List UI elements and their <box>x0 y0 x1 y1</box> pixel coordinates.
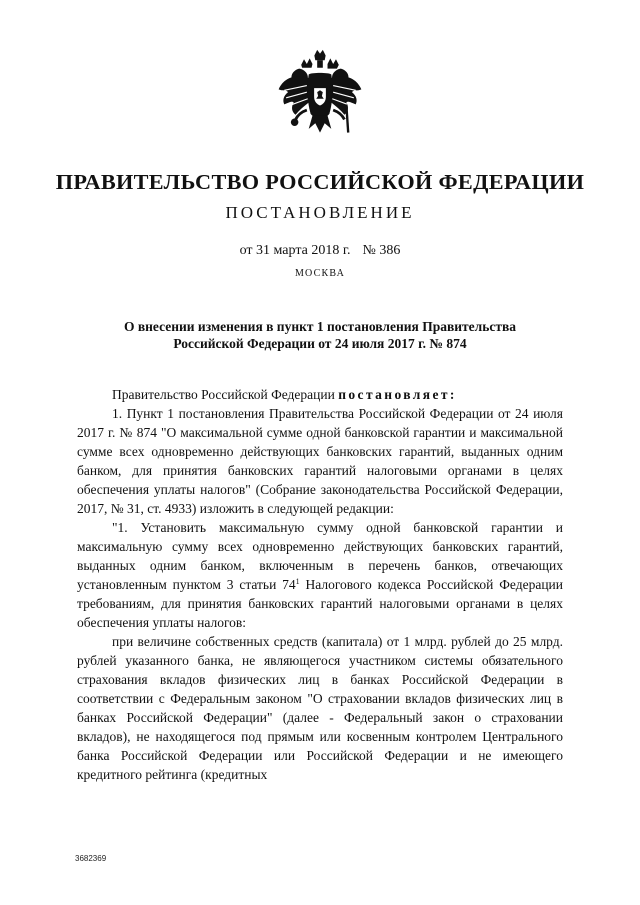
body-paragraph-4: при величине собственных средств (капитала) от 1 млрд. рублей до 25 млрд. рублей указанного банка, не являющегося участником системы обязательного страхования вкладов физических лиц в банках Российской Федерации в соответствии с Федеральным законом "О страховании вкладов физических лиц в банках Российской Федерации" (далее - Федеральный закон о страховании вкладов), не находящегося под прямым или косвенным контролем Центрального банка Российской Федерации или Российской Федерации и не имеющего кредитного рейтинга (кредитных <box>77 634 563 782</box>
body-paragraph-2: 1. Пункт 1 постановления Правительства Российской Федерации от 24 июля 2017 г. № 874 "О максимальной сумме одной банковской гарантии и максимальной сумме всех одновременно действующих банковских гарантий, выданных одним банком, для принятия банковских гарантий налоговыми органами в целях обеспечения уплаты налогов" (Собрание законодательства Российской Федерации, 2017, № 31, ст. 4933) изложить в следующей редакции: <box>77 406 563 516</box>
paragraph-3-text-b: Налогового кодекса Российской Федерации требованиям, для принятия банковских гарантий налоговыми органами в целях обеспечения уплаты налогов: <box>77 577 563 630</box>
subject-line-2: Российской Федерации от 24 июля 2017 г. № 874 <box>173 336 467 351</box>
document-number: № 386 <box>362 243 401 258</box>
decree-keyword: постановляет: <box>338 387 457 402</box>
date-line <box>0 242 640 259</box>
paragraph-3-text-a: "1. Установить максимальную сумму одной банковской гарантии и максимальную сумму всех одновременно действующих банковских гарантий, выданных одним банком, включенным в перечень банков, отвечающих установленным пунктом 3 статьи 74 <box>77 520 563 592</box>
city: МОСКВА <box>294 268 346 279</box>
decree-lead: Правительство Российской Федерации <box>112 387 339 402</box>
document-body <box>77 385 563 784</box>
article-superscript: 1 <box>295 577 300 586</box>
double-headed-eagle-icon <box>273 48 367 142</box>
document-date: от 31 марта 2018 г. <box>239 243 351 258</box>
document-type: ПОСТАНОВЛЕНИЕ <box>225 203 415 222</box>
subject-line-1: О внесении изменения в пункт 1 постановления Правительства <box>123 319 517 334</box>
document-code: 3682369 <box>75 854 107 863</box>
issuing-authority-title: ПРАВИТЕЛЬСТВО РОССИЙСКОЙ ФЕДЕРАЦИИ <box>55 170 585 194</box>
body-paragraph-1 <box>77 385 563 404</box>
document-subject <box>80 318 560 352</box>
body-paragraph-3 <box>77 518 563 632</box>
